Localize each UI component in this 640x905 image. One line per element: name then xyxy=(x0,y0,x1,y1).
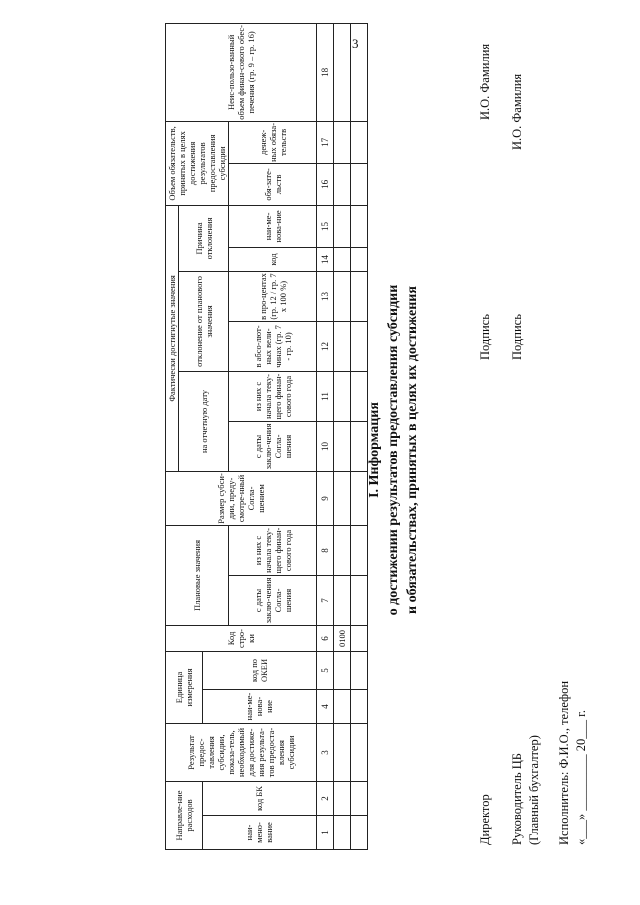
table-row xyxy=(351,23,368,849)
title-line-1: I. Информация xyxy=(367,402,382,498)
date-line: «___» _________ 20___ г. xyxy=(574,710,588,845)
header-fact-s-daty: с даты заклю-чения Согла-шения xyxy=(229,421,317,471)
header-neisp: Неис-пользо-ванный объем финан-сового обес-печения (гр. 9 – гр. 16) xyxy=(166,23,317,121)
col-num: 15 xyxy=(317,205,334,247)
header-rezultat: Результат предос-тавления субсидии, показа-тель, необходимый для достиже-ния результа-тов предоста-вления субсидии xyxy=(166,723,317,781)
col-num: 11 xyxy=(317,371,334,421)
header-na-datu: на отчетную дату xyxy=(179,371,229,471)
table-row xyxy=(334,23,351,849)
document-title xyxy=(365,20,422,880)
col-num: 4 xyxy=(317,689,334,723)
report-table xyxy=(165,23,368,850)
page-number: 3 xyxy=(352,36,359,51)
director-label: Директор xyxy=(478,794,492,845)
header-ob-obyaz: обя-зате-льств xyxy=(229,163,317,205)
title-line-3: и обязательствах, принятых в целях их достижения xyxy=(405,286,420,614)
header-kod-bk: код БК xyxy=(202,781,317,815)
col-num: 10 xyxy=(317,421,334,471)
rotated-page xyxy=(0,20,640,880)
signature-1: Подпись xyxy=(478,314,492,360)
glavbuh-label: (Главный бухгалтер) xyxy=(527,735,541,845)
fio-2: И.О. Фамилия xyxy=(510,73,524,150)
header-pr-naim: наи-ме-нова-ние xyxy=(229,205,317,247)
header-fakticheski: Фактически достигнутые значения xyxy=(166,205,179,471)
col-num: 1 xyxy=(317,816,334,850)
header-kod-stroki: Код стро-ки xyxy=(166,625,317,651)
header-razmer: Размер субси-дии, преду-смотре-нный Согла-шением xyxy=(166,471,317,525)
header-ob-den: денеж-ных обяза-тельств xyxy=(229,121,317,163)
signature-2: Подпись xyxy=(510,314,524,360)
col-num: 3 xyxy=(317,723,334,781)
header-ed-naim: наи-ме-нова-ние xyxy=(202,689,317,723)
col-num: 6 xyxy=(317,625,334,651)
header-fact-iz-nih: из них с начала теку-щего финан-сового года xyxy=(229,371,317,421)
col-num: 5 xyxy=(317,651,334,689)
col-num: 17 xyxy=(317,121,334,163)
col-num: 7 xyxy=(317,575,334,625)
col-num: 2 xyxy=(317,781,334,815)
col-num: 8 xyxy=(317,525,334,575)
header-plan-iz-nih: из них с начала теку-щего финан-сового года xyxy=(229,525,317,575)
col-num: 14 xyxy=(317,247,334,271)
fio-1: И.О. Фамилия xyxy=(478,43,492,120)
header-prichina: Причина отклонения xyxy=(179,205,229,271)
header-naim: наи-мено-вание xyxy=(202,816,317,850)
title-line-2: о достижении результатов предоставления субсидии xyxy=(386,284,401,616)
col-num: 13 xyxy=(317,271,334,321)
header-otklonenie: отклонение от планового значения xyxy=(179,271,229,371)
header-v-abs: в абсо-лют-ных вели-чинах (гр. 7 - гр. 10) xyxy=(229,321,317,371)
row-code: 0100 xyxy=(334,625,351,651)
rukovoditel-label: Руководитель ЦБ xyxy=(510,753,524,845)
col-num: 12 xyxy=(317,321,334,371)
header-ed-kod: код по ОКЕИ xyxy=(202,651,317,689)
col-num: 9 xyxy=(317,471,334,525)
column-numbers-row xyxy=(317,23,334,849)
header-plan-s-daty: с даты заклю-чения Согла-шения xyxy=(229,575,317,625)
header-pr-kod: код xyxy=(229,247,317,271)
col-num: 18 xyxy=(317,23,334,121)
header-v-proc: в про-центах (гр. 12 / гр. 7 х 100 %) xyxy=(229,271,317,321)
ispolnitel-label: Исполнитель: Ф.И.О., телефон xyxy=(557,680,571,845)
header-planovye: Плановые значения xyxy=(166,525,229,625)
col-num: 16 xyxy=(317,163,334,205)
header-edinica: Единица измерения xyxy=(166,651,203,723)
header-napravlenie: Направле-ние расходов xyxy=(166,781,203,849)
header-obem: Объем обязательств, принятых в целях достижения результатов предоставления субсидии xyxy=(166,121,229,205)
